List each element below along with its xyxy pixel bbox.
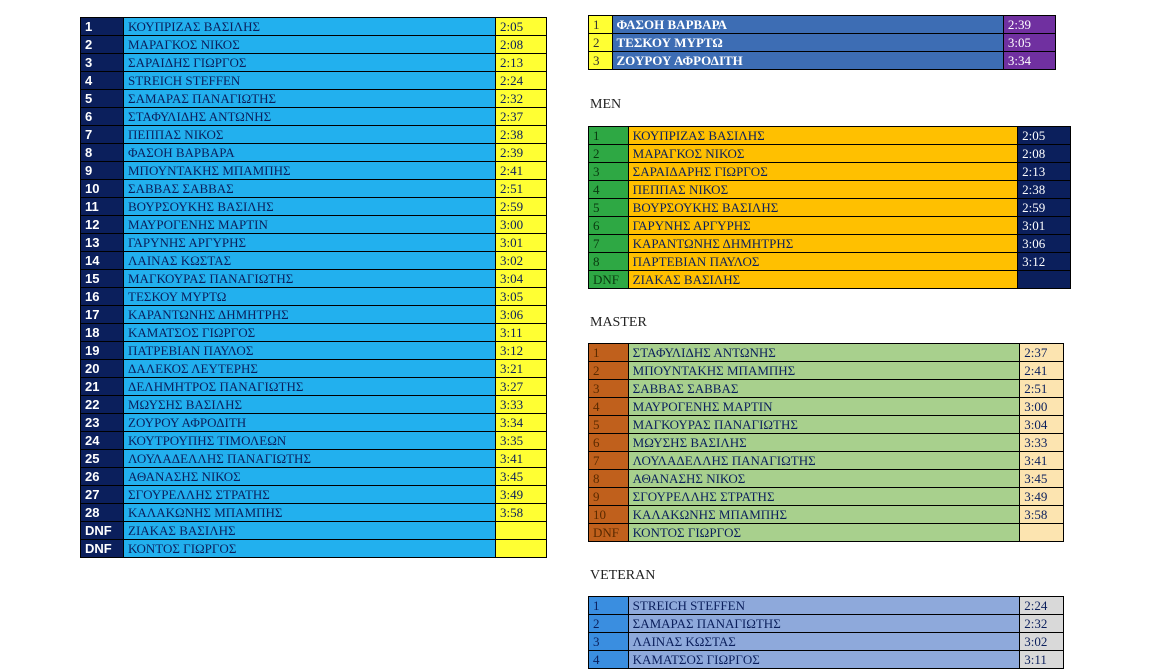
position-cell: 3 (589, 633, 629, 651)
position-cell: DNF (81, 540, 124, 558)
finish-time-cell: 2:13 (496, 54, 547, 72)
athlete-name-cell: STREICH STEFFEN (124, 72, 496, 90)
table-row (589, 651, 1064, 669)
position-cell: 27 (81, 486, 124, 504)
athlete-name-cell: ΤΕΣΚΟΥ ΜΥΡΤΩ (124, 288, 496, 306)
overall-results-table (80, 17, 547, 558)
finish-time-cell: 2:59 (1018, 199, 1071, 217)
position-cell: 1 (589, 127, 629, 145)
finish-time-cell: 3:33 (496, 396, 547, 414)
athlete-name-cell: ΜΑΡΑΓΚΟΣ ΝΙΚΟΣ (628, 145, 1017, 163)
table-row (81, 180, 547, 198)
position-cell: DNF (81, 522, 124, 540)
athlete-name-cell: ΚΑΡΑΝΤΩΝΗΣ ΔΗΜΗΤΡΗΣ (124, 306, 496, 324)
table-row (589, 199, 1071, 217)
finish-time-cell: 3:21 (496, 360, 547, 378)
athlete-name-cell: ΚΑΡΑΝΤΩΝΗΣ ΔΗΜΗΤΡΗΣ (628, 235, 1017, 253)
finish-time-cell: 3:02 (1020, 633, 1064, 651)
position-cell: 13 (81, 234, 124, 252)
finish-time-cell: 3:06 (1018, 235, 1071, 253)
table-row (589, 181, 1071, 199)
finish-time-cell: 3:35 (496, 432, 547, 450)
women-results-table (588, 15, 1056, 70)
finish-time-cell: 3:58 (1020, 506, 1064, 524)
table-row (81, 234, 547, 252)
athlete-name-cell: ΖΙΑΚΑΣ ΒΑΣΙΛΗΣ (124, 522, 496, 540)
position-cell: 4 (589, 398, 629, 416)
position-cell: 2 (589, 362, 629, 380)
athlete-name-cell: ΣΑΒΒΑΣ ΣΑΒΒΑΣ (628, 380, 1020, 398)
athlete-name-cell: ΖΟΥΡΟΥ ΑΦΡΟΔΙΤΗ (124, 414, 496, 432)
table-row (81, 468, 547, 486)
finish-time-cell: 3:00 (496, 216, 547, 234)
position-cell: 7 (589, 452, 629, 470)
athlete-name-cell: ΑΘΑΝΑΣΗΣ ΝΙΚΟΣ (124, 468, 496, 486)
position-cell: DNF (589, 271, 629, 289)
athlete-name-cell: ΦΑΣΟΗ ΒΑΡΒΑΡΑ (612, 16, 1003, 34)
finish-time-cell: 2:13 (1018, 163, 1071, 181)
table-row (589, 452, 1064, 470)
athlete-name-cell: ΣΑΒΒΑΣ ΣΑΒΒΑΣ (124, 180, 496, 198)
finish-time-cell: 2:37 (1020, 344, 1064, 362)
finish-time-cell: 3:34 (1003, 52, 1055, 70)
table-row (589, 52, 1056, 70)
athlete-name-cell: ΚΑΛΑΚΩΝΗΣ ΜΠΑΜΠΗΣ (124, 504, 496, 522)
position-cell: 10 (589, 506, 629, 524)
position-cell: 8 (589, 253, 629, 271)
position-cell: 9 (589, 488, 629, 506)
athlete-name-cell: ΜΠΟΥΝΤΑΚΗΣ ΜΠΑΜΠΗΣ (124, 162, 496, 180)
athlete-name-cell: ΜΑΥΡΟΓΕΝΗΣ ΜΑΡΤΙΝ (124, 216, 496, 234)
athlete-name-cell: ΜΑΡΑΓΚΟΣ ΝΙΚΟΣ (124, 36, 496, 54)
athlete-name-cell: ΠΑΤΡΕΒΙΑΝ ΠΑΥΛΟΣ (124, 342, 496, 360)
table-row (81, 450, 547, 468)
master-results-table (588, 343, 1064, 542)
finish-time-cell: 3:45 (496, 468, 547, 486)
table-row (81, 360, 547, 378)
athlete-name-cell: ΣΑΜΑΡΑΣ ΠΑΝΑΓΙΩΤΗΣ (628, 615, 1020, 633)
athlete-name-cell: ΛΟΥΛΑΔΕΛΛΗΣ ΠΑΝΑΓΙΩΤΗΣ (628, 452, 1020, 470)
table-row (589, 235, 1071, 253)
position-cell: 1 (589, 16, 613, 34)
position-cell: 7 (81, 126, 124, 144)
position-cell: 5 (589, 416, 629, 434)
table-row (81, 396, 547, 414)
finish-time-cell: 2:41 (1020, 362, 1064, 380)
athlete-name-cell: ΔΑΛΕΚΟΣ ΛΕΥΤΕΡΗΣ (124, 360, 496, 378)
table-row (81, 252, 547, 270)
finish-time-cell: 3:11 (496, 324, 547, 342)
athlete-name-cell: ΓΑΡΥΝΗΣ ΑΡΓΥΡΗΣ (124, 234, 496, 252)
table-row (81, 504, 547, 522)
athlete-name-cell: ΛΑΙΝΑΣ ΚΩΣΤΑΣ (628, 633, 1020, 651)
table-row (81, 522, 547, 540)
finish-time-cell (496, 522, 547, 540)
table-row (589, 217, 1071, 235)
table-row (81, 288, 547, 306)
athlete-name-cell: ΚΑΜΑΤΣΟΣ ΓΙΩΡΓΟΣ (628, 651, 1020, 669)
finish-time-cell: 3:58 (496, 504, 547, 522)
table-row (81, 162, 547, 180)
finish-time-cell: 2:38 (1018, 181, 1071, 199)
position-cell: 8 (81, 144, 124, 162)
athlete-name-cell: ΦΑΣΟΗ ΒΑΡΒΑΡΑ (124, 144, 496, 162)
table-row (81, 486, 547, 504)
finish-time-cell: 3:41 (1020, 452, 1064, 470)
athlete-name-cell: ΚΟΝΤΟΣ ΓΙΩΡΓΟΣ (628, 524, 1020, 542)
finish-time-cell: 3:01 (496, 234, 547, 252)
athlete-name-cell: ΛΟΥΛΑΔΕΛΛΗΣ ΠΑΝΑΓΙΩΤΗΣ (124, 450, 496, 468)
finish-time-cell: 2:51 (1020, 380, 1064, 398)
athlete-name-cell: ΖΟΥΡΟΥ ΑΦΡΟΔΙΤΗ (612, 52, 1003, 70)
finish-time-cell (1020, 524, 1064, 542)
athlete-name-cell: ΚΑΛΑΚΩΝΗΣ ΜΠΑΜΠΗΣ (628, 506, 1020, 524)
finish-time-cell: 3:04 (496, 270, 547, 288)
finish-time-cell: 3:04 (1020, 416, 1064, 434)
master-heading: MASTER (590, 315, 647, 330)
position-cell: 9 (81, 162, 124, 180)
finish-time-cell: 2:39 (496, 144, 547, 162)
position-cell: 17 (81, 306, 124, 324)
position-cell: 3 (589, 163, 629, 181)
table-row (589, 127, 1071, 145)
table-row (81, 432, 547, 450)
finish-time-cell: 2:39 (1003, 16, 1055, 34)
finish-time-cell: 2:59 (496, 198, 547, 216)
position-cell: 2 (589, 145, 629, 163)
finish-time-cell: 3:49 (496, 486, 547, 504)
athlete-name-cell: ΣΓΟΥΡΕΛΛΗΣ ΣΤΡΑΤΗΣ (124, 486, 496, 504)
table-row (589, 145, 1071, 163)
athlete-name-cell: ΣΤΑΦΥΛΙΔΗΣ ΑΝΤΩΝΗΣ (124, 108, 496, 126)
position-cell: 20 (81, 360, 124, 378)
position-cell: 2 (589, 34, 613, 52)
position-cell: 3 (589, 52, 613, 70)
finish-time-cell: 3:34 (496, 414, 547, 432)
athlete-name-cell: ΜΠΟΥΝΤΑΚΗΣ ΜΠΑΜΠΗΣ (628, 362, 1020, 380)
position-cell: 11 (81, 198, 124, 216)
athlete-name-cell: STREICH STEFFEN (628, 597, 1020, 615)
finish-time-cell: 3:02 (496, 252, 547, 270)
athlete-name-cell: ΚΟΥΠΡΙΖΑΣ ΒΑΣΙΛΗΣ (124, 18, 496, 36)
position-cell: 23 (81, 414, 124, 432)
athlete-name-cell: ΒΟΥΡΣΟΥΚΗΣ ΒΑΣΙΛΗΣ (628, 199, 1017, 217)
position-cell: 6 (81, 108, 124, 126)
men-heading: MEN (590, 97, 622, 112)
finish-time-cell: 2:05 (496, 18, 547, 36)
table-row (589, 615, 1064, 633)
position-cell: 19 (81, 342, 124, 360)
table-row (81, 324, 547, 342)
finish-time-cell: 3:12 (1018, 253, 1071, 271)
athlete-name-cell: ΣΑΡΑΙΔΑΡΗΣ ΓΙΩΡΓΟΣ (628, 163, 1017, 181)
table-row (589, 597, 1064, 615)
finish-time-cell: 2:05 (1018, 127, 1071, 145)
position-cell: 4 (81, 72, 124, 90)
finish-time-cell: 3:41 (496, 450, 547, 468)
position-cell: 12 (81, 216, 124, 234)
table-row (81, 36, 547, 54)
table-row (81, 72, 547, 90)
athlete-name-cell: ΜΩΥΣΗΣ ΒΑΣΙΛΗΣ (628, 434, 1020, 452)
athlete-name-cell: ΠΕΠΠΑΣ ΝΙΚΟΣ (628, 181, 1017, 199)
athlete-name-cell: ΜΑΓΚΟΥΡΑΣ ΠΑΝΑΓΙΩΤΗΣ (124, 270, 496, 288)
position-cell: 28 (81, 504, 124, 522)
table-row (589, 488, 1064, 506)
athlete-name-cell: ΣΑΜΑΡΑΣ ΠΑΝΑΓΙΩΤΗΣ (124, 90, 496, 108)
table-row (589, 633, 1064, 651)
position-cell: 24 (81, 432, 124, 450)
finish-time-cell (496, 540, 547, 558)
position-cell: DNF (589, 524, 629, 542)
table-row (589, 434, 1064, 452)
table-row (81, 306, 547, 324)
athlete-name-cell: ΚΑΜΑΤΣΟΣ ΓΙΩΡΓΟΣ (124, 324, 496, 342)
table-row (81, 18, 547, 36)
finish-time-cell: 2:24 (1020, 597, 1064, 615)
position-cell: 1 (81, 18, 124, 36)
athlete-name-cell: ΣΤΑΦΥΛΙΔΗΣ ΑΝΤΩΝΗΣ (628, 344, 1020, 362)
table-row (589, 380, 1064, 398)
table-row (589, 506, 1064, 524)
finish-time-cell: 2:51 (496, 180, 547, 198)
finish-time-cell: 3:11 (1020, 651, 1064, 669)
table-row (81, 414, 547, 432)
athlete-name-cell: ΜΑΓΚΟΥΡΑΣ ΠΑΝΑΓΙΩΤΗΣ (628, 416, 1020, 434)
veteran-results-table (588, 596, 1064, 669)
finish-time-cell: 3:12 (496, 342, 547, 360)
position-cell: 1 (589, 344, 629, 362)
finish-time-cell: 3:33 (1020, 434, 1064, 452)
athlete-name-cell: ΚΟΥΤΡΟΥΠΗΣ ΤΙΜΟΛΕΩΝ (124, 432, 496, 450)
table-row (81, 540, 547, 558)
finish-time-cell (1018, 271, 1071, 289)
finish-time-cell: 2:08 (496, 36, 547, 54)
finish-time-cell: 2:32 (1020, 615, 1064, 633)
finish-time-cell: 2:32 (496, 90, 547, 108)
finish-time-cell: 3:49 (1020, 488, 1064, 506)
finish-time-cell: 3:01 (1018, 217, 1071, 235)
athlete-name-cell: ΚΟΥΠΡΙΖΑΣ ΒΑΣΙΛΗΣ (628, 127, 1017, 145)
athlete-name-cell: ΣΑΡΑΙΔΗΣ ΓΙΩΡΓΟΣ (124, 54, 496, 72)
athlete-name-cell: ΚΟΝΤΟΣ ΓΙΩΡΓΟΣ (124, 540, 496, 558)
table-row (589, 344, 1064, 362)
table-row (81, 270, 547, 288)
position-cell: 4 (589, 651, 629, 669)
position-cell: 25 (81, 450, 124, 468)
position-cell: 3 (589, 380, 629, 398)
position-cell: 18 (81, 324, 124, 342)
table-row (589, 362, 1064, 380)
men-results-table (588, 126, 1071, 289)
finish-time-cell: 2:24 (496, 72, 547, 90)
finish-time-cell: 3:27 (496, 378, 547, 396)
athlete-name-cell: ΔΕΛΗΜΗΤΡΟΣ ΠΑΝΑΓΙΩΤΗΣ (124, 378, 496, 396)
athlete-name-cell: ΖΙΑΚΑΣ ΒΑΣΙΛΗΣ (628, 271, 1017, 289)
table-row (589, 398, 1064, 416)
position-cell: 2 (589, 615, 629, 633)
position-cell: 2 (81, 36, 124, 54)
athlete-name-cell: ΑΘΑΝΑΣΗΣ ΝΙΚΟΣ (628, 470, 1020, 488)
position-cell: 26 (81, 468, 124, 486)
table-row (589, 271, 1071, 289)
finish-time-cell: 2:41 (496, 162, 547, 180)
position-cell: 8 (589, 470, 629, 488)
position-cell: 10 (81, 180, 124, 198)
position-cell: 5 (589, 199, 629, 217)
athlete-name-cell: ΒΟΥΡΣΟΥΚΗΣ ΒΑΣΙΛΗΣ (124, 198, 496, 216)
position-cell: 4 (589, 181, 629, 199)
athlete-name-cell: ΜΩΥΣΗΣ ΒΑΣΙΛΗΣ (124, 396, 496, 414)
finish-time-cell: 3:45 (1020, 470, 1064, 488)
athlete-name-cell: ΤΕΣΚΟΥ ΜΥΡΤΩ (612, 34, 1003, 52)
veteran-heading: VETERAN (590, 568, 656, 583)
position-cell: 6 (589, 434, 629, 452)
table-row (589, 253, 1071, 271)
athlete-name-cell: ΣΓΟΥΡΕΛΛΗΣ ΣΤΡΑΤΗΣ (628, 488, 1020, 506)
athlete-name-cell: ΠΑΡΤΕΒΙΑΝ ΠΑΥΛΟΣ (628, 253, 1017, 271)
table-row (81, 108, 547, 126)
athlete-name-cell: ΓΑΡΥΝΗΣ ΑΡΓΥΡΗΣ (628, 217, 1017, 235)
athlete-name-cell: ΛΑΙΝΑΣ ΚΩΣΤΑΣ (124, 252, 496, 270)
table-row (589, 524, 1064, 542)
table-row (81, 126, 547, 144)
table-row (81, 144, 547, 162)
table-row (81, 90, 547, 108)
athlete-name-cell: ΜΑΥΡΟΓΕΝΗΣ ΜΑΡΤΙΝ (628, 398, 1020, 416)
finish-time-cell: 2:08 (1018, 145, 1071, 163)
table-row (589, 34, 1056, 52)
position-cell: 5 (81, 90, 124, 108)
table-row (81, 378, 547, 396)
finish-time-cell: 2:37 (496, 108, 547, 126)
position-cell: 22 (81, 396, 124, 414)
position-cell: 15 (81, 270, 124, 288)
table-row (81, 54, 547, 72)
position-cell: 1 (589, 597, 629, 615)
table-row (81, 216, 547, 234)
position-cell: 16 (81, 288, 124, 306)
finish-time-cell: 3:06 (496, 306, 547, 324)
position-cell: 6 (589, 217, 629, 235)
position-cell: 7 (589, 235, 629, 253)
table-row (589, 16, 1056, 34)
finish-time-cell: 2:38 (496, 126, 547, 144)
table-row (589, 163, 1071, 181)
finish-time-cell: 3:05 (1003, 34, 1055, 52)
position-cell: 14 (81, 252, 124, 270)
athlete-name-cell: ΠΕΠΠΑΣ ΝΙΚΟΣ (124, 126, 496, 144)
finish-time-cell: 3:00 (1020, 398, 1064, 416)
position-cell: 21 (81, 378, 124, 396)
position-cell: 3 (81, 54, 124, 72)
table-row (589, 470, 1064, 488)
table-row (81, 198, 547, 216)
table-row (589, 416, 1064, 434)
table-row (81, 342, 547, 360)
finish-time-cell: 3:05 (496, 288, 547, 306)
